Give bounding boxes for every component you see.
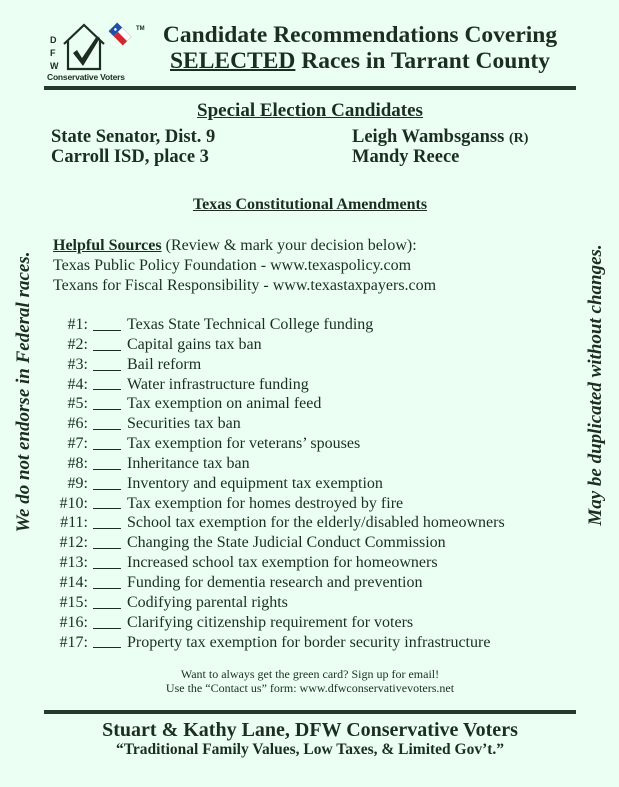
sources-note: (Review & mark your decision below):	[161, 237, 417, 254]
footer-motto: “Traditional Family Values, Low Taxes, & Limited Gov’t.”	[115, 741, 505, 758]
special-election-heading: Special Election Candidates	[197, 100, 423, 121]
amendment-text: Water infrastructure funding	[127, 375, 309, 393]
top-divider	[44, 86, 576, 90]
sources-intro	[53, 236, 436, 256]
signup-line-1: Want to always get the green card? Sign up for email!	[180, 667, 440, 681]
amendment-text: Funding for dementia research and prevention	[127, 573, 423, 591]
decision-blank[interactable]	[93, 553, 121, 569]
decision-blank[interactable]	[93, 533, 121, 549]
amendment-number: #5:	[67, 395, 88, 413]
checkmark-icon	[73, 36, 100, 66]
decision-blank[interactable]	[93, 454, 121, 470]
candidate-name: Leigh Wambsganss	[352, 127, 505, 147]
texas-flag-icon	[109, 23, 132, 46]
candidate-name-wrap	[352, 147, 459, 167]
email-signup-note	[40, 667, 580, 695]
amendment-text: Inheritance tax ban	[127, 454, 250, 472]
amendment-number: #11:	[60, 514, 88, 532]
logo-tagline: Conservative Voters	[47, 72, 125, 82]
decision-blank[interactable]	[93, 474, 121, 490]
footer-name: Stuart & Kathy Lane, DFW Conservative Voters	[102, 719, 518, 741]
candidate-office: Carroll ISD, place 3	[51, 147, 209, 167]
dfw-logo	[40, 22, 150, 84]
candidate-name: Mandy Reece	[352, 147, 460, 167]
title-emphasis: SELECTED	[169, 48, 296, 74]
amendment-number: #9:	[67, 474, 88, 492]
amendment-text: Bail reform	[127, 355, 202, 373]
amendment-number: #4:	[67, 375, 88, 393]
amendment-text: Property tax exemption for border security infrastructure	[127, 633, 491, 651]
amendment-text: Codifying parental rights	[127, 593, 288, 611]
amendment-item	[40, 553, 505, 573]
amendment-item	[40, 533, 505, 553]
logo-letter-w: W	[50, 61, 59, 71]
logo-letters	[50, 34, 59, 73]
signup-line-2[interactable]: Use the “Contact us” form: www.dfwconservativevoters.net	[165, 681, 455, 695]
page-title	[140, 22, 580, 74]
candidate-party: (R)	[508, 131, 529, 146]
amendment-text: Inventory and equipment tax exemption	[127, 474, 383, 492]
amendment-number: #2:	[67, 335, 88, 353]
logo-letter-f: F	[50, 48, 56, 58]
amendment-number: #1:	[67, 316, 88, 333]
decision-blank[interactable]	[93, 593, 121, 609]
decision-blank[interactable]	[93, 434, 121, 450]
house-check-flag-icon	[62, 22, 142, 74]
amendment-item	[40, 494, 505, 514]
amendment-number: #14:	[59, 573, 88, 591]
amendment-text: Texas State Technical College funding	[127, 316, 374, 333]
amendment-item	[40, 315, 505, 335]
decision-blank[interactable]	[93, 494, 121, 510]
bottom-divider	[44, 710, 576, 714]
amendment-text: Increased school tax exemption for homeowners	[127, 554, 438, 572]
amendment-text: Tax exemption for homes destroyed by fire	[127, 494, 404, 512]
amendment-number: #12:	[59, 534, 88, 552]
amendment-item	[40, 474, 505, 494]
amendment-number: #7:	[67, 435, 88, 453]
trademark: TM	[136, 26, 145, 32]
decision-blank[interactable]	[93, 513, 121, 529]
amendment-item	[40, 613, 505, 633]
amendments-heading: Texas Constitutional Amendments	[192, 196, 428, 213]
amendment-item	[40, 335, 505, 355]
amendment-item	[40, 375, 505, 395]
amendment-number: #16:	[59, 613, 88, 631]
decision-blank[interactable]	[93, 394, 121, 410]
amendment-item	[40, 454, 505, 474]
amendment-number: #8:	[67, 454, 88, 472]
amendment-list	[40, 315, 505, 652]
amendment-number: #13:	[59, 554, 88, 572]
amendment-text: Tax exemption on animal feed	[127, 395, 322, 413]
logo-letter-d: D	[50, 35, 57, 45]
candidate-office: State Senator, Dist. 9	[51, 127, 216, 147]
amendment-number: #3:	[67, 355, 88, 373]
helpful-sources	[53, 236, 436, 296]
source-link-tppf[interactable]: Texas Public Policy Foundation - www.texaspolicy.com	[53, 257, 412, 274]
side-note-left: We do not endorse in Federal races.	[13, 251, 34, 533]
amendment-text: School tax exemption for the elderly/disabled homeowners	[127, 514, 505, 532]
decision-blank[interactable]	[93, 613, 121, 629]
amendment-text: Tax exemption for veterans’ spouses	[127, 435, 361, 453]
amendment-text: Changing the State Judicial Conduct Commission	[127, 534, 446, 552]
amendment-item	[40, 513, 505, 533]
decision-blank[interactable]	[93, 355, 121, 371]
decision-blank[interactable]	[93, 375, 121, 391]
decision-blank[interactable]	[93, 633, 121, 649]
sources-label: Helpful Sources	[53, 237, 162, 254]
amendment-text: Clarifying citizenship requirement for voters	[127, 613, 414, 631]
candidate-name-wrap	[352, 127, 528, 149]
amendment-number: #15:	[59, 593, 88, 611]
title-line-2	[140, 48, 580, 74]
decision-blank[interactable]	[93, 414, 121, 430]
amendment-item	[40, 573, 505, 593]
amendment-number: #6:	[67, 415, 88, 433]
decision-blank[interactable]	[93, 573, 121, 589]
amendment-item	[40, 394, 505, 414]
title-line-1: Candidate Recommendations Covering	[162, 22, 558, 48]
amendment-text: Securities tax ban	[127, 415, 241, 433]
decision-blank[interactable]	[93, 335, 121, 351]
amendment-item	[40, 414, 505, 434]
source-link-tff[interactable]: Texans for Fiscal Responsibility - www.texastaxpayers.com	[53, 277, 437, 294]
amendment-item	[40, 633, 505, 653]
amendment-number: #17:	[59, 633, 88, 651]
side-note-right: May be duplicated without changes.	[585, 244, 606, 526]
amendment-number: #10:	[59, 494, 88, 512]
amendment-text: Capital gains tax ban	[127, 335, 262, 353]
title-line-2-rest: Races in Tarrant County	[295, 48, 550, 74]
amendment-item	[40, 593, 505, 613]
amendment-item	[40, 434, 505, 454]
amendment-item	[40, 355, 505, 375]
decision-blank[interactable]	[93, 315, 121, 331]
